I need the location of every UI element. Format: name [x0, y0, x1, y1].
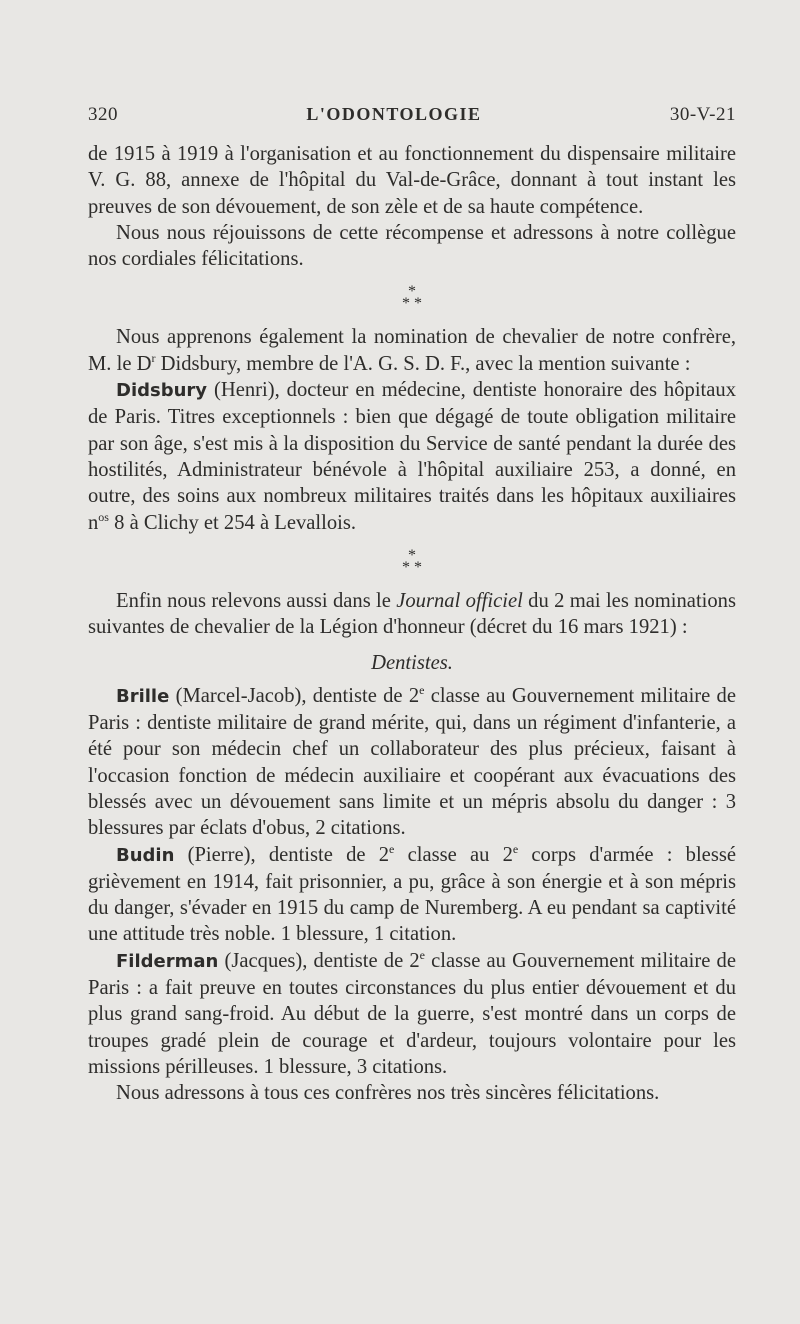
journal-title: L'ODONTOLOGIE — [306, 104, 482, 124]
issue-date: 30-V-21 — [669, 104, 736, 125]
asterism-separator: * * * — [402, 283, 422, 313]
asterism-separator: * * * — [402, 546, 422, 576]
entry-name: Filderman — [116, 950, 219, 972]
entry-didsbury: Didsbury (Henri), docteur en médecine, dentiste honoraire des hôpitaux de Paris. Titres exceptionnels : bien que dégagé de toute obligation militaire par son âge, s'est mis à la disposition du Service de santé pendant la durée des hostilités, Administrateur bénévole à l'hôpital auxiliaire 253, a donné, en outre, des soins aux nombreux militaires traités dans les hôpitaux auxiliaires $n^{os}$ 8 à Clichy et 254 à Levallois. — [88, 379, 736, 534]
journal-officiel-title: Journal officiel — [396, 589, 523, 612]
entry-brille: Brille (Marcel-Jacob), dentiste de 2e classe au Gouvernement militaire de Paris : dentiste militaire de grand mérite, qui, dans un régiment d'infanterie, a été pour son médecin chef un collaborateur des plus précieux, faisant à l'occasion fonction de médecin auxiliaire et coopérant aux évacuations des blessés avec un dévouement sans limite et un mépris absolu du danger : 3 blessures par éclats d'obus, 2 citations. — [88, 682, 736, 840]
entry-budin: Budin (Pierre), dentiste de 2e classe au 2e corps d'armée : blessé grièvement en 1914, fait prisonnier, a pu, grâce à son énergie et à son mépris du danger, s'évader en 1915 du camp de Nuremberg. A eu pendant sa captivité une attitude très noble. 1 blessure, 1 citation. — [88, 841, 736, 946]
paragraph-didsbury-intro: Nous apprenons également la nomination de chevalier de notre confrère, M. le $D^r$ Didsbury, membre de l'A. G. S. D. F., avec la mention suivante : — [88, 326, 736, 375]
paragraph-continuation: de 1915 à 1919 à l'organisation et au fonctionnement du dispensaire militaire V. G. 88, annexe de l'hôpital du Val-de-Grâce, donnant à tout instant les preuves de son dévouement, de son zèle et de sa haute compétence. — [88, 143, 736, 218]
paragraph-nominations-intro: Enfin nous relevons aussi dans le Journal officiel du 2 mai les nominations suivantes de chevalier de la Légion d'honneur (décret du 16 mars 1921) : — [88, 589, 736, 639]
closing-sentence: Nous adressons à tous ces confrères nos très sincères félicitations. — [116, 1082, 660, 1105]
entry-name: Brille — [116, 685, 170, 707]
entry-name: Budin — [116, 844, 175, 866]
section-title: Dentistes. — [371, 652, 453, 675]
entry-filderman: Filderman (Jacques), dentiste de 2e classe au Gouvernement militaire de Paris : a fait preuve en toutes circonstances du plus entier dévouement et du plus grand sang-froid. Au début de la guerre, s'est montré dans un corps de troupes gradé plein de courage et d'ardeur, toujours volontaire pour les missions périlleuses. 1 blessure, 3 citations. — [88, 947, 736, 1078]
page-header — [88, 104, 736, 126]
page-number: 320 — [88, 104, 118, 125]
entry-name: Didsbury — [116, 380, 208, 402]
paragraph-congratulations: Nous nous réjouissons de cette récompense et adressons à notre collègue nos cordiales félicitations. — [88, 221, 736, 271]
article-body — [88, 141, 736, 1107]
